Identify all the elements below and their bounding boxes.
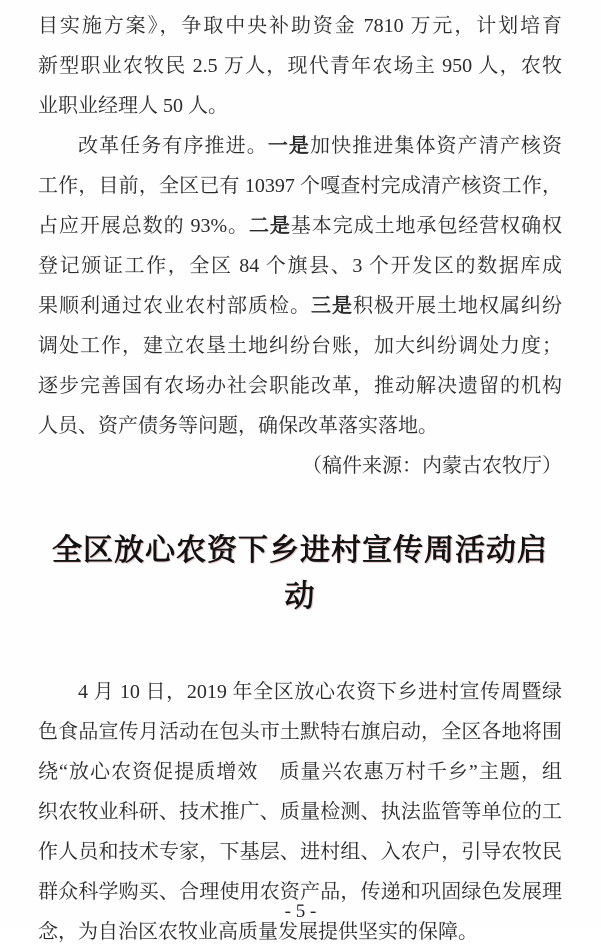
text-run: 调处工作，建立农垦土地纠纷台账，加大纠纷调处力度； — [38, 335, 562, 357]
text-line — [38, 752, 562, 792]
text-line — [38, 86, 562, 126]
text-line — [38, 206, 562, 246]
text-line — [38, 246, 562, 286]
text-run: 工作，目前，全区已有 10397 个嘎查村完成清产核资工作， — [38, 175, 562, 197]
text-line — [38, 126, 562, 166]
text-line — [38, 712, 562, 752]
text-run: 果顺利通过农业农村部质检。 — [38, 295, 311, 317]
text-line — [38, 406, 562, 446]
article-title: 全区放心农资下乡进村宣传周活动启动 — [52, 534, 548, 613]
text-run: 新型职业农牧民 2.5 万人，现代青年农场主 950 人，农牧 — [38, 55, 562, 77]
text-line — [38, 366, 562, 406]
text-run: 群众科学购买、合理使用农资产品，传递和巩固绿色发展理 — [38, 881, 562, 903]
text-line — [38, 6, 562, 46]
source-line — [38, 446, 562, 486]
bold-run: 一是 — [267, 135, 311, 157]
text-run: 改革任务有序推进。 — [78, 135, 268, 157]
page-number: - 5 - — [284, 901, 317, 922]
text-run: 逐步完善国有农场办社会职能改革，推动解决遗留的机构 — [38, 375, 562, 397]
text-run: 作人员和技术专家，下基层、进村组、入农户，引导农牧民 — [38, 841, 562, 863]
text-run: 人员、资产债务等问题，确保改革落实落地。 — [38, 415, 438, 437]
text-line — [38, 326, 562, 366]
text-run: 占应开展总数的 93%。 — [38, 215, 249, 237]
text-run: 登记颁证工作，全区 84 个旗县、3 个开发区的数据库成 — [38, 255, 562, 277]
text-run: 色食品宣传月活动在包头市土默特右旗启动，全区各地将围 — [38, 721, 562, 743]
text-line — [38, 672, 562, 712]
text-line — [38, 286, 562, 326]
text-run: （稿件来源：内蒙古农牧厅） — [302, 455, 562, 477]
text-line — [38, 832, 562, 872]
text-run: 织农牧业科研、技术推广、质量检测、执法监管等单位的工 — [38, 801, 562, 823]
text-line — [38, 46, 562, 86]
bold-run: 三是 — [311, 295, 353, 317]
text-run: 绕“放心农资促提质增效 质量兴农惠万村千乡”主题，组 — [38, 761, 562, 783]
text-run: 目实施方案》，争取中央补助资金 7810 万元，计划培育 — [38, 15, 562, 37]
text-run: 念，为自治区农牧业高质量发展提供坚实的保障。 — [38, 921, 478, 943]
previous-article-text — [38, 6, 562, 486]
text-run: 基本完成土地承包经营权确权 — [290, 215, 563, 237]
text-run: 4 月 10 日，2019 年全区放心农资下乡进村宣传周暨绿 — [78, 681, 562, 703]
text-run: 积极开展土地权属纠纷 — [353, 295, 562, 317]
text-run: 业职业经理人 50 人。 — [38, 95, 228, 117]
text-line — [38, 166, 562, 206]
text-line — [38, 792, 562, 832]
bold-run: 二是 — [248, 215, 291, 237]
text-run: 加快推进集体资产清产核资 — [310, 135, 563, 157]
